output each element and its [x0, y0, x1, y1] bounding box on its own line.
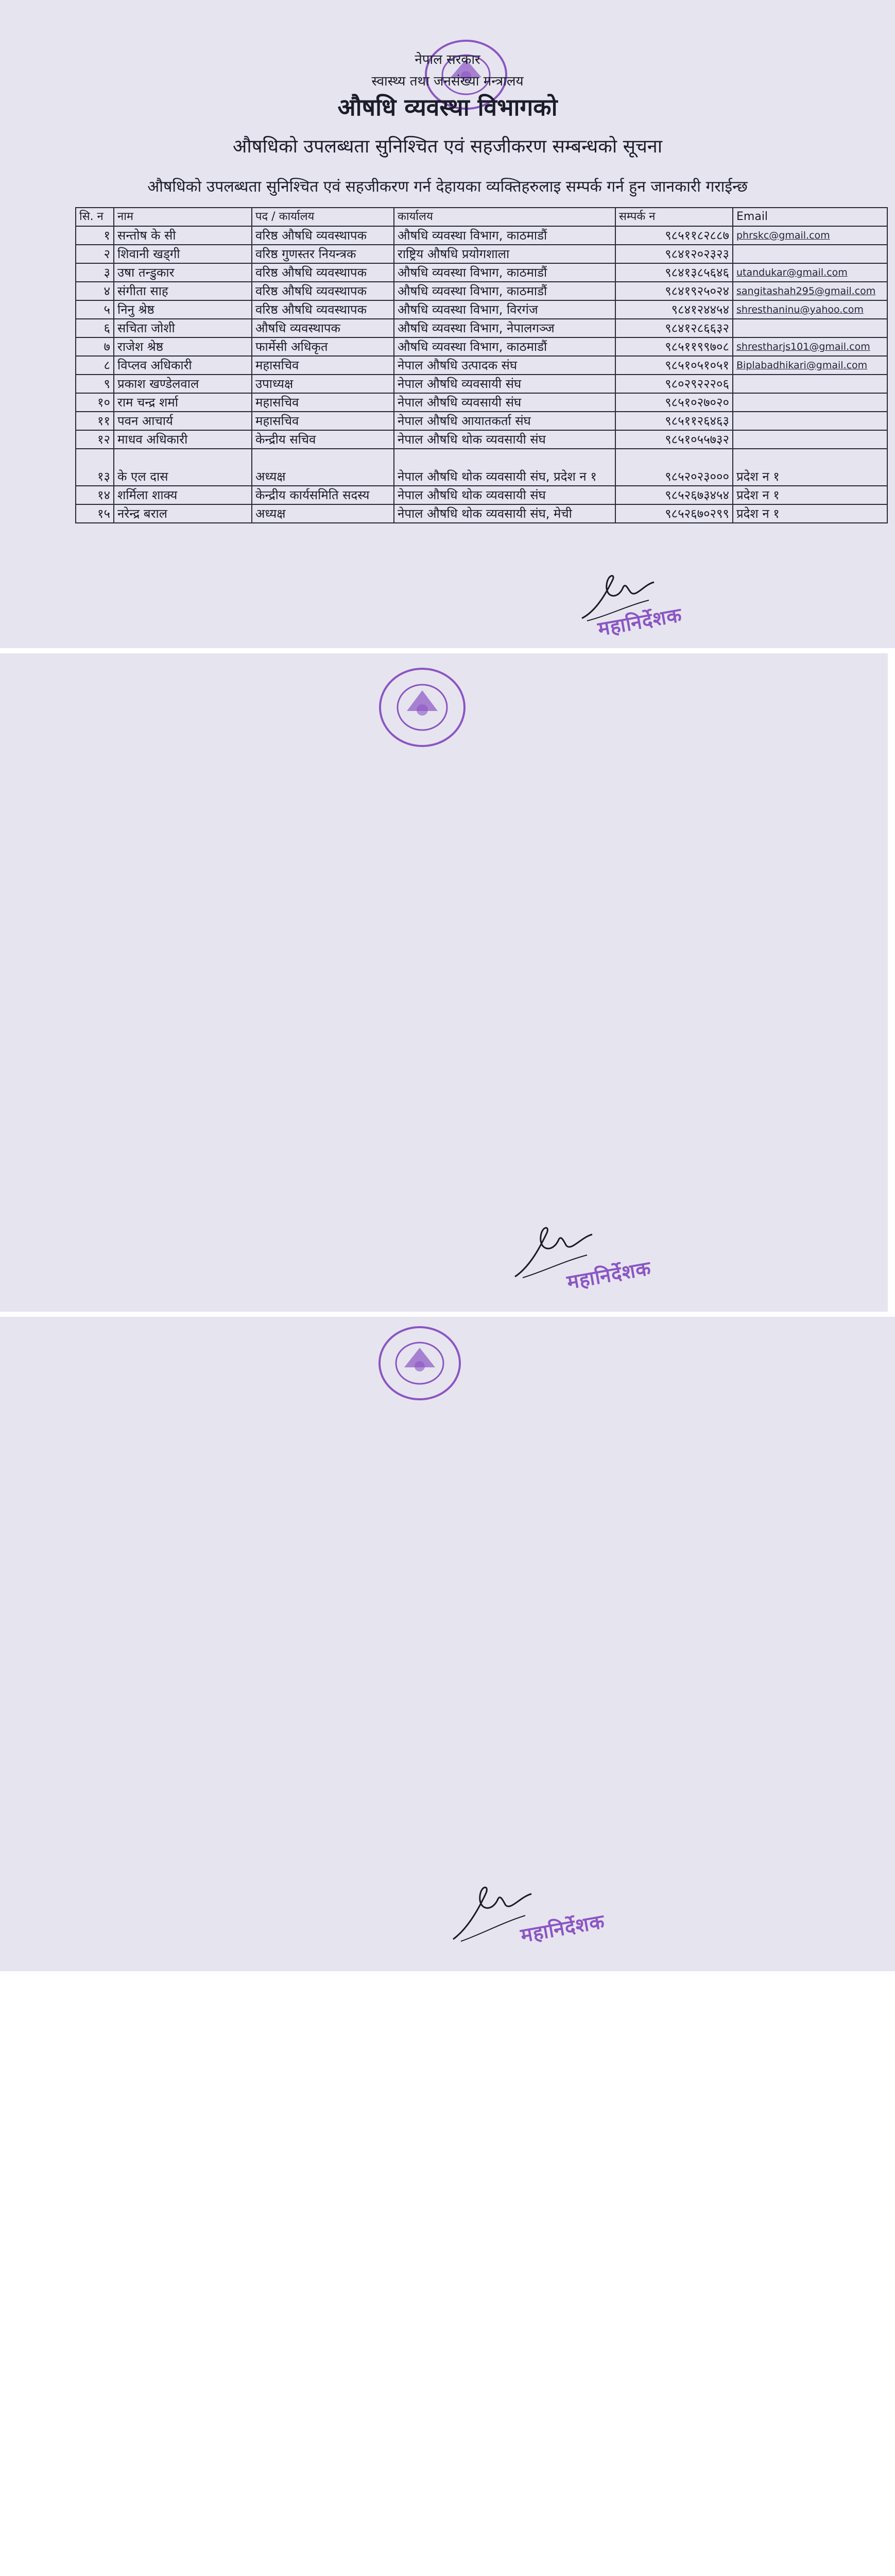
person-name: शिवानी खड्गी	[114, 245, 252, 263]
serial-number: १	[76, 226, 114, 245]
email-or-province	[733, 319, 887, 337]
position: उपाध्यक्ष	[252, 375, 394, 393]
person-name: राजेश श्रेष्ठ	[114, 337, 252, 356]
notice-intro: औषधिको उपलब्धता सुनिश्चित एवं सहजीकरण गर्न देहायका व्यक्तिहरुलाइ सम्पर्क गर्न हुन जानकारी गराईन्छ	[147, 178, 748, 196]
serial-number: ११	[76, 412, 114, 430]
col-header-sn: सि. न	[76, 208, 114, 226]
contact-number: ९८५२६७३४५४	[615, 486, 733, 504]
office: औषधि व्यवस्था विभाग, काठमाडौं	[394, 337, 615, 356]
serial-number: १३	[76, 449, 114, 486]
person-name: विप्लव अधिकारी	[114, 356, 252, 375]
col-header-email: Email	[733, 208, 887, 226]
position: औषधि व्यवस्थापक	[252, 319, 394, 337]
table-row	[76, 504, 887, 523]
serial-number: ४	[76, 282, 114, 300]
position: महासचिव	[252, 356, 394, 375]
office: नेपाल औषधि थोक व्यवसायी संघ	[394, 430, 615, 449]
table-row	[76, 393, 887, 412]
person-name: निनु श्रेष्ठ	[114, 300, 252, 319]
table-row	[76, 356, 887, 375]
person-name: शर्मिला शाक्य	[114, 486, 252, 504]
director-general-stamp: महानिर्देशक	[565, 1257, 653, 1294]
government-seal	[376, 1322, 463, 1404]
position: वरिष्ठ औषधि व्यवस्थापक	[252, 226, 394, 245]
contact-number: ९८४१९२५०२४	[615, 282, 733, 300]
table-row	[76, 300, 887, 319]
position: केन्द्रीय कार्यसमिति सदस्य	[252, 486, 394, 504]
position: महासचिव	[252, 393, 394, 412]
email-or-province	[733, 393, 887, 412]
office: औषधि व्यवस्था विभाग, नेपालगञ्ज	[394, 319, 615, 337]
director-general-stamp: महानिर्देशक	[596, 603, 684, 640]
position: वरिष्ठ औषधि व्यवस्थापक	[252, 263, 394, 282]
email-or-province: प्रदेश न १	[733, 504, 887, 523]
col-header-contact: सम्पर्क न	[615, 208, 733, 226]
person-name: प्रकाश खण्डेलवाल	[114, 375, 252, 393]
person-name: पवन आचार्य	[114, 412, 252, 430]
contact-number: ९८५१०५१०५१	[615, 356, 733, 375]
col-header-name: नाम	[114, 208, 252, 226]
col-header-post: पद / कार्यालय	[252, 208, 394, 226]
government-seal	[376, 664, 469, 751]
table-row	[76, 282, 887, 300]
position: वरिष्ठ औषधि व्यवस्थापक	[252, 282, 394, 300]
person-name: सचिता जोशी	[114, 319, 252, 337]
table-row	[76, 430, 887, 449]
contact-number: ९८५११८२८८७	[615, 226, 733, 245]
email-or-province	[733, 375, 887, 393]
position: महासचिव	[252, 412, 394, 430]
contact-number: ९८४१३८५६४६	[615, 263, 733, 282]
office: राष्ट्रिय औषधि प्रयोगशाला	[394, 245, 615, 263]
office: नेपाल औषधि व्यवसायी संघ	[394, 375, 615, 393]
person-name: राम चन्द्र शर्मा	[114, 393, 252, 412]
office: औषधि व्यवस्था विभाग, काठमाडौं	[394, 226, 615, 245]
person-name: माधव अधिकारी	[114, 430, 252, 449]
position: अध्यक्ष	[252, 504, 394, 523]
table-row	[76, 486, 887, 504]
office: नेपाल औषधि आयातकर्ता संघ	[394, 412, 615, 430]
email-or-province[interactable]: sangitashah295@gmail.com	[733, 282, 887, 300]
office: नेपाल औषधि थोक व्यवसायी संघ, मेची	[394, 504, 615, 523]
person-name: संगीता साह	[114, 282, 252, 300]
email-or-province	[733, 245, 887, 263]
contact-number: ९८५१०२७०२०	[615, 393, 733, 412]
notice-subject: औषधिको उपलब्धता सुनिश्चित एवं सहजीकरण सम्बन्धको सूचना	[232, 136, 663, 157]
office: औषधि व्यवस्था विभाग, काठमाडौं	[394, 263, 615, 282]
serial-number: ५	[76, 300, 114, 319]
table-row	[76, 412, 887, 430]
contact-number: ९८४१२८६६३२	[615, 319, 733, 337]
table-row	[76, 449, 887, 486]
position: वरिष्ठ औषधि व्यवस्थापक	[252, 300, 394, 319]
table-header-row	[76, 208, 887, 226]
office: औषधि व्यवस्था विभाग, काठमाडौं	[394, 282, 615, 300]
contact-number: ९८५२६७०२९९	[615, 504, 733, 523]
government-name: नेपाल सरकार	[415, 52, 480, 67]
serial-number: १०	[76, 393, 114, 412]
email-or-province[interactable]: Biplabadhikari@gmail.com	[733, 356, 887, 375]
col-header-office: कार्यालय	[394, 208, 615, 226]
ministry-name: स्वास्थ्य तथा जनसंख्या मन्त्रालय	[371, 74, 524, 89]
table-row	[76, 226, 887, 245]
email-or-province: प्रदेश न १	[733, 486, 887, 504]
contact-number: ९८४१२०२३२३	[615, 245, 733, 263]
contact-number: ९८०२९२२२०६	[615, 375, 733, 393]
email-or-province	[733, 430, 887, 449]
contact-table-page-1	[75, 207, 888, 523]
contact-number: ९८५१०५५७३२	[615, 430, 733, 449]
contact-number: ९८५११२६४६३	[615, 412, 733, 430]
email-or-province[interactable]: shresthaninu@yahoo.com	[733, 300, 887, 319]
serial-number: ३	[76, 263, 114, 282]
position: वरिष्ठ गुणस्तर नियन्त्रक	[252, 245, 394, 263]
table-row	[76, 263, 887, 282]
position: केन्द्रीय सचिव	[252, 430, 394, 449]
serial-number: ७	[76, 337, 114, 356]
contact-number: ९८५२०२३०००	[615, 449, 733, 486]
serial-number: १५	[76, 504, 114, 523]
department-title: औषधि व्यवस्था विभागको	[337, 93, 558, 121]
office: नेपाल औषधि थोक व्यवसायी संघ	[394, 486, 615, 504]
office: नेपाल औषधि व्यवसायी संघ	[394, 393, 615, 412]
director-general-stamp: महानिर्देशक	[519, 1910, 607, 1947]
email-or-province[interactable]: phrskc@gmail.com	[733, 226, 887, 245]
table-row	[76, 337, 887, 356]
person-name: के एल दास	[114, 449, 252, 486]
position: फार्मेसी अधिकृत	[252, 337, 394, 356]
email-or-province[interactable]: shrestharjs101@gmail.com	[733, 337, 887, 356]
person-name: उषा तन्डुकार	[114, 263, 252, 282]
position: अध्यक्ष	[252, 449, 394, 486]
email-or-province[interactable]: utandukar@gmail.com	[733, 263, 887, 282]
table-row	[76, 245, 887, 263]
table-row	[76, 375, 887, 393]
office: नेपाल औषधि थोक व्यवसायी संघ, प्रदेश न १	[394, 449, 615, 486]
email-or-province: प्रदेश न १	[733, 449, 887, 486]
table-row	[76, 319, 887, 337]
document-page-1	[0, 0, 895, 648]
serial-number: ६	[76, 319, 114, 337]
serial-number: ८	[76, 356, 114, 375]
document-page-3	[0, 1317, 895, 1971]
person-name: सन्तोष के सी	[114, 226, 252, 245]
serial-number: ९	[76, 375, 114, 393]
serial-number: २	[76, 245, 114, 263]
email-or-province	[733, 412, 887, 430]
person-name: नरेन्द्र बराल	[114, 504, 252, 523]
serial-number: १४	[76, 486, 114, 504]
office: नेपाल औषधि उत्पादक संघ	[394, 356, 615, 375]
contact-number: ९८४१२४४५४	[615, 300, 733, 319]
office: औषधि व्यवस्था विभाग, विरगंज	[394, 300, 615, 319]
contact-number: ९८५११९९७०८	[615, 337, 733, 356]
serial-number: १२	[76, 430, 114, 449]
document-page-2	[0, 653, 888, 1312]
